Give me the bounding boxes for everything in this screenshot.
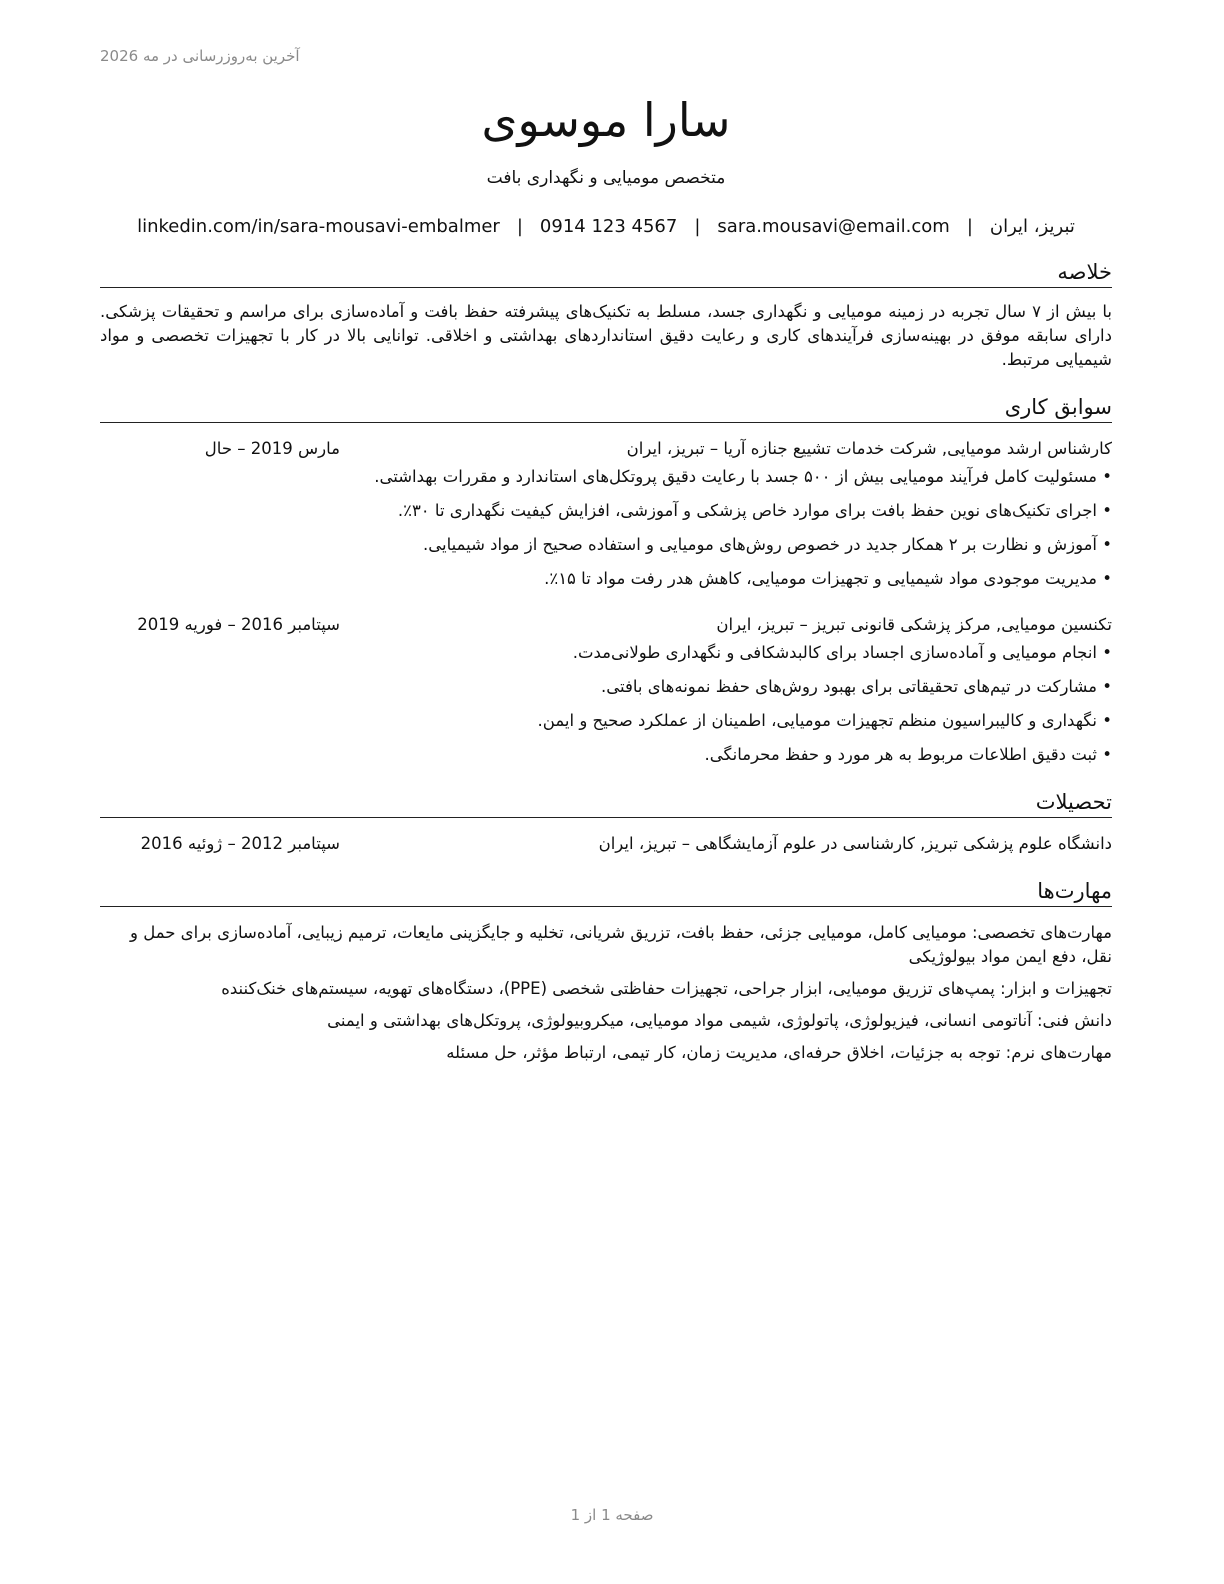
- skills-line: تجهیزات و ابزار: پمپ‌های تزریق مومیایی، ابزار جراحی، تجهیزات حفاظتی شخصی (PPE)، دستگاه‌های تهویه، سیستم‌های خنک‌کننده: [221, 979, 1112, 998]
- job-bullet: • مدیریت موجودی مواد شیمیایی و تجهیزات مومیایی، کاهش هدر رفت مواد تا ۱۵٪.: [100, 567, 1112, 591]
- skills-line: مهارت‌های نرم: توجه به جزئیات، اخلاق حرفه‌ای، مدیریت زمان، کار تیمی، ارتباط مؤثر، حل مسئله: [446, 1043, 1112, 1062]
- job-bullet: • آموزش و نظارت بر ۲ همکار جدید در خصوص روش‌های مومیایی و استفاده صحیح از مواد شیمیایی.: [100, 533, 1112, 557]
- education-entry: [100, 832, 1112, 856]
- experience-heading: سوابق کاری: [100, 394, 1112, 423]
- job-bullet: • انجام مومیایی و آماده‌سازی اجساد برای کالبدشکافی و نگهداری طولانی‌مدت.: [100, 641, 1112, 665]
- contact-email[interactable]: sara.mousavi@email.com: [717, 216, 950, 237]
- job-bullets: [100, 641, 1112, 767]
- contact-line: [100, 216, 1112, 237]
- job-entry: [100, 437, 1112, 591]
- contact-phone[interactable]: 0914 123 4567: [539, 216, 678, 237]
- skills-heading: مهارت‌ها: [100, 878, 1112, 907]
- summary-heading: خلاصه: [100, 259, 1112, 288]
- job-bullet: • مشارکت در تیم‌های تحقیقاتی برای بهبود روش‌های حفظ نمونه‌های بافتی.: [100, 675, 1112, 699]
- job-bullet: • نگهداری و کالیبراسیون منظم تجهیزات مومیایی، اطمینان از عملکرد صحیح و ایمن.: [100, 709, 1112, 733]
- job-role: کارشناس ارشد مومیایی, شرکت خدمات تشییع جنازه آریا – تبریز، ایران: [626, 439, 1112, 458]
- job-role: تکنسین مومیایی, مرکز پزشکی قانونی تبریز – تبریز، ایران: [716, 615, 1112, 634]
- last-updated-note: آخرین به‌روزرسانی در مه 2026: [100, 47, 300, 65]
- summary-text: با بیش از ۷ سال تجربه در زمینه مومیایی و نگهداری جسد، مسلط به تکنیک‌های پیشرفته حفظ بافت و آماده‌سازی برای مراسم و تحقیقات پزشکی. دارای سابقه موفق در بهینه‌سازی فرآیندهای کاری و رعایت دقیق استانداردهای بهداشتی و اخلاقی. توانایی بالا در کار با تجهیزات تخصصی و مواد شیمیایی مرتبط.: [100, 302, 1112, 369]
- skills-line: دانش فنی: آناتومی انسانی، فیزیولوژی، پاتولوژی، شیمی مواد مومیایی، میکروبیولوژی، پروتکل‌های بهداشتی و ایمنی: [327, 1011, 1112, 1030]
- contact-location: تبریز، ایران: [989, 216, 1075, 237]
- education-date: سپتامبر 2012 – ژوئیه 2016: [140, 834, 340, 853]
- skills-list: [100, 921, 1112, 1065]
- skills-line: مهارت‌های تخصصی: مومیایی کامل، مومیایی جزئی، حفظ بافت، تزریق شریانی، تخلیه و جایگزینی مایعات، ترمیم زیبایی، آماده‌سازی برای حمل و نقل، دفع ایمن مواد بیولوژیکی: [129, 923, 1112, 966]
- candidate-name: سارا موسوی: [481, 93, 731, 147]
- contact-linkedin[interactable]: linkedin.com/in/sara-mousavi-embalmer: [137, 216, 500, 237]
- education-institution: دانشگاه علوم پزشکی تبریز, کارشناسی در علوم آزمایشگاهی – تبریز، ایران: [598, 834, 1112, 853]
- page-number: صفحه 1 از 1: [570, 1506, 654, 1524]
- education-heading: تحصیلات: [100, 789, 1112, 818]
- job-bullet: • ثبت دقیق اطلاعات مربوط به هر مورد و حفظ محرمانگی.: [100, 743, 1112, 767]
- contact-separator: |: [516, 216, 523, 237]
- contact-separator: |: [966, 216, 973, 237]
- job-date: مارس 2019 – حال: [204, 439, 340, 458]
- job-bullets: [100, 465, 1112, 591]
- job-bullet: • مسئولیت کامل فرآیند مومیایی بیش از ۵۰۰ جسد با رعایت دقیق پروتکل‌های استاندارد و مقررات بهداشتی.: [100, 465, 1112, 489]
- contact-separator: |: [694, 216, 701, 237]
- job-entry: [100, 613, 1112, 767]
- job-bullet: • اجرای تکنیک‌های نوین حفظ بافت برای موارد خاص پزشکی و آموزشی، افزایش کیفیت نگهداری تا ۳۰٪.: [100, 499, 1112, 523]
- resume-page: [100, 90, 1112, 1073]
- job-date: سپتامبر 2016 – فوریه 2019: [137, 615, 340, 634]
- job-title: متخصص مومیایی و نگهداری بافت: [486, 168, 726, 188]
